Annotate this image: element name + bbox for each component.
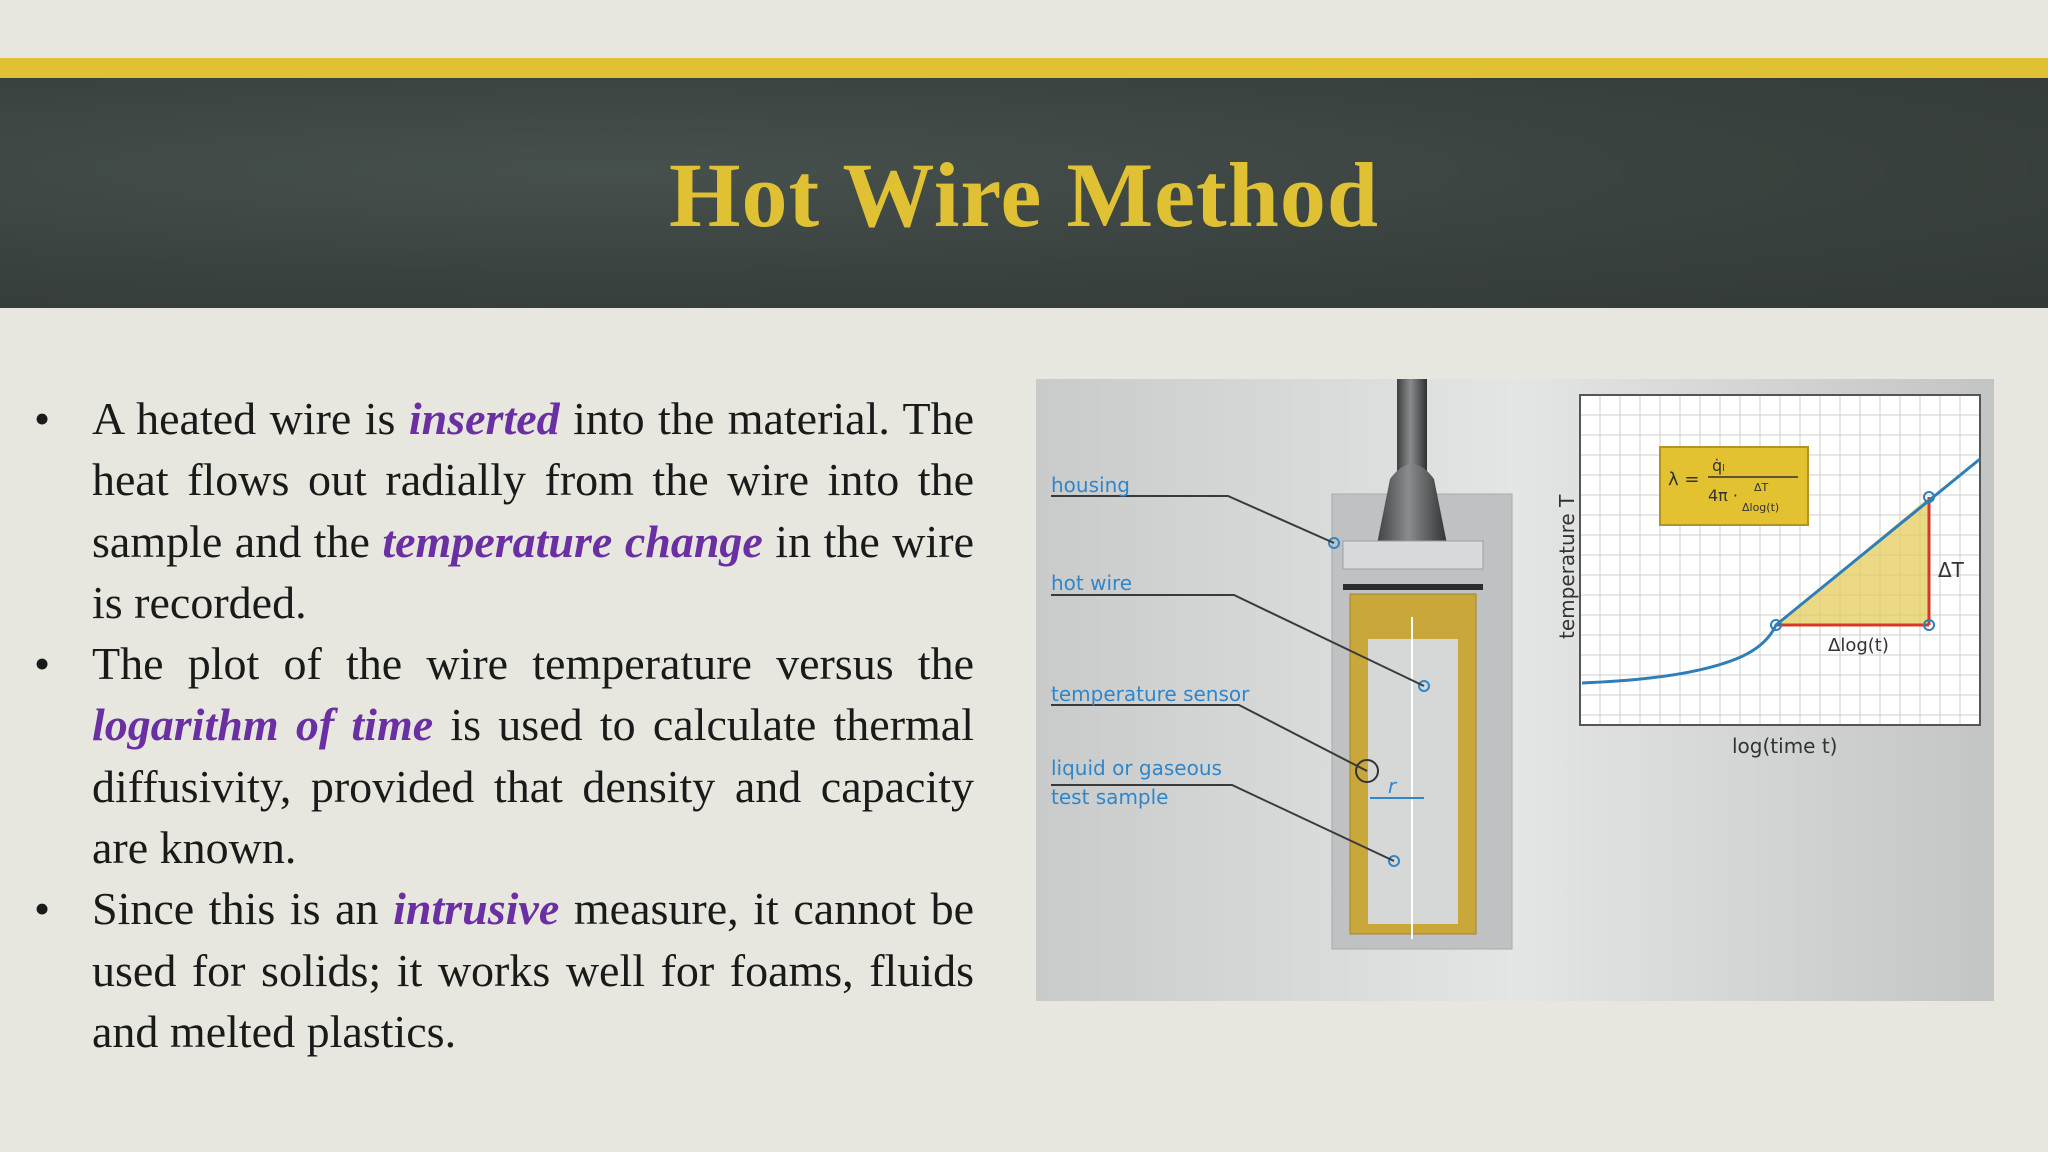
bullet-icon: • [34,638,51,690]
temperature-sensor-label: temperature sensor [1051,682,1250,706]
formula-lambda: λ = [1668,469,1700,490]
bullet-item: • Since this is an intrusive measure, it cannot be used for solids; it works well for foams, fluids and melted plastics. [30,878,974,1062]
hot-wire-figure [1036,379,1994,1001]
formula-numerator: q̇ₗ [1712,456,1725,475]
graph-x-axis-label: log(time t) [1732,734,1838,758]
formula-delta-log: Δlog(t) [1742,501,1780,514]
temperature-log-time-graph [1555,395,1980,758]
highlight-term: inserted [408,393,560,444]
delta-log-label: Δlog(t) [1828,635,1889,656]
header-accent-bar [0,58,2048,78]
hot-wire-label: hot wire [1051,571,1133,595]
formula-delta-t: ΔT [1754,481,1769,494]
radius-label: r [1388,774,1397,798]
highlight-term: intrusive [393,883,560,935]
bullet-icon: • [34,393,51,444]
sample-label-line1: liquid or gaseous [1051,756,1222,780]
bullet-item: • A heated wire is inserted into the material. The heat flows out radially from the wire into the sample and the temperature change in the wire is recorded. [30,388,974,633]
bullet-icon: • [34,883,51,935]
delta-t-label: ΔT [1938,558,1964,582]
formula-denominator: 4π · [1708,486,1738,505]
highlight-term: logarithm of time [92,699,434,751]
graph-y-axis-label: temperature T [1555,494,1579,639]
highlight-term: temperature change [382,515,763,567]
bullet-item: • The plot of the wire temperature versus the logarithm of time is used to calculate thermal diffusivity, provided that density and capacity are known. [30,633,974,878]
bullet-list [30,388,974,1062]
slide-title: Hot Wire Method [668,144,1380,246]
housing-label: housing [1051,473,1130,497]
sample-label-line2: test sample [1051,785,1169,809]
